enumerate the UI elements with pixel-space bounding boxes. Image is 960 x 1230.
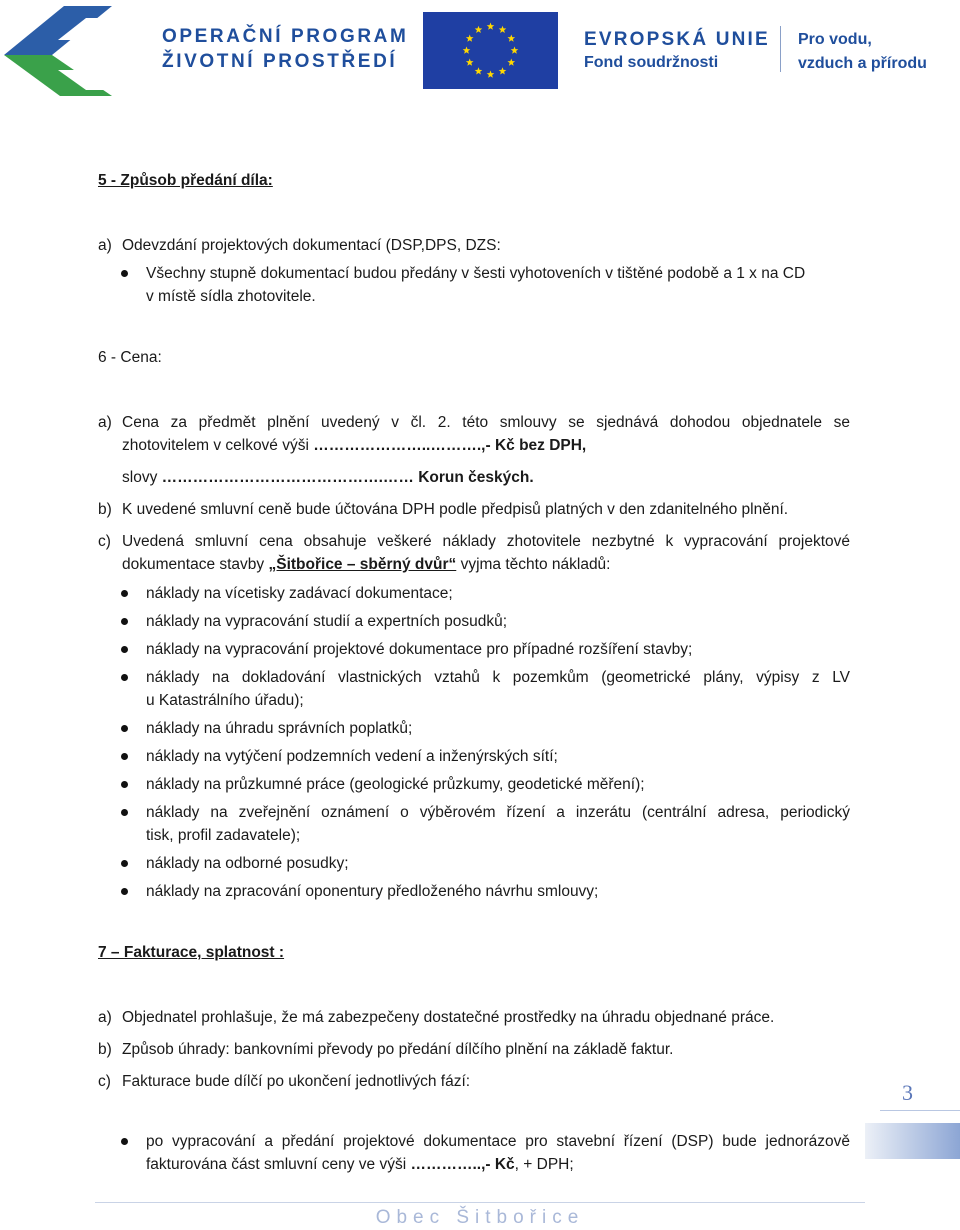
eu-block xyxy=(584,28,770,74)
section-5-a-text: Odevzdání projektových dokumentací (DSP,DPS, DZS: xyxy=(122,237,501,254)
section-6-c-line2 xyxy=(122,554,611,576)
invoice-label: fakturována část smluvní ceny ve výši xyxy=(146,1156,411,1173)
cost-item: náklady na vícetisky zadávací dokumentace; xyxy=(146,585,453,602)
bullet-icon xyxy=(121,888,128,895)
bullet-icon xyxy=(121,860,128,867)
item-marker: c) xyxy=(98,533,111,550)
program-line1: OPERAČNÍ PROGRAM xyxy=(162,26,409,47)
section-7-bullet-line1: po vypracování a předání projektové dokumentace pro stavební řízení (DSP) bude jednorázově xyxy=(146,1133,850,1150)
program-name xyxy=(162,24,408,74)
section-6-b-text: K uvedené smluvní ceně bude účtována DPH podle předpisů platných v den zdanitelného plnění. xyxy=(122,501,789,518)
price-value: …………………..……….,- Kč bez DPH, xyxy=(313,437,587,454)
cost-item: náklady na zpracování oponentury předloženého návrhu smlouvy; xyxy=(146,883,599,900)
bullet-icon xyxy=(121,753,128,760)
section-5-bullet-line1: Všechny stupně dokumentací budou předány v šesti vyhotoveních v tištěné podobě a 1 x na CD xyxy=(146,265,806,282)
bullet-icon xyxy=(121,674,128,681)
cost-item: náklady na zveřejnění oznámení o výběrovém řízení a inzerátu (centrální adresa, periodický xyxy=(146,804,850,821)
cost-item: náklady na dokladování vlastnických vztahů k pozemkům (geometrické plány, výpisy z LV xyxy=(146,669,850,686)
cost-item-continued: tisk, profil zadavatele); xyxy=(146,827,301,844)
cost-item: náklady na odborné posudky; xyxy=(146,855,349,872)
item-marker: a) xyxy=(98,1009,112,1026)
eu-flag-icon xyxy=(423,12,558,89)
invoice-suffix: , + DPH; xyxy=(514,1156,574,1173)
bullet-icon xyxy=(121,646,128,653)
invoice-value: …………..,- Kč xyxy=(410,1156,515,1173)
section-6-c-line1: Uvedená smluvní cena obsahuje veškeré náklady zhotovitele nezbytné k vypracování projektové xyxy=(122,533,850,550)
item-marker: a) xyxy=(98,237,112,254)
item-marker: c) xyxy=(98,1073,111,1090)
opzp-logo xyxy=(0,0,140,98)
price-words-label: slovy xyxy=(122,469,162,486)
section-6-a-line3 xyxy=(122,467,534,489)
item-marker: b) xyxy=(98,501,112,518)
section-7-c-text: Fakturace bude dílčí po ukončení jednotlivých fází: xyxy=(122,1073,471,1090)
section-7-b-text: Způsob úhrady: bankovními převody po předání dílčího plnění na základě faktur. xyxy=(122,1041,674,1058)
item-marker: b) xyxy=(98,1041,112,1058)
eu-title: EVROPSKÁ UNIE xyxy=(584,29,770,50)
construction-suffix: vyjma těchto nákladů: xyxy=(456,556,611,573)
bullet-icon xyxy=(121,590,128,597)
cost-item: náklady na vypracování studií a expertních posudků; xyxy=(146,613,508,630)
cost-item-continued: u Katastrálního úřadu); xyxy=(146,692,304,709)
section-7-heading: 7 – Fakturace, splatnost : xyxy=(98,944,285,961)
section-6-a-line1: Cena za předmět plnění uvedený v čl. 2. této smlouvy se sjednává dohodou objednatele se xyxy=(122,414,850,431)
header-divider xyxy=(780,26,781,72)
section-5-bullet-line2: v místě sídla zhotovitele. xyxy=(146,288,316,305)
page-header xyxy=(0,0,960,100)
corner-decoration xyxy=(865,1123,960,1159)
bullet-icon xyxy=(121,781,128,788)
bullet-icon xyxy=(121,725,128,732)
section-7-a-text: Objednatel prohlašuje, že má zabezpečeny dostatečné prostředky na úhradu objednané práce. xyxy=(122,1009,775,1026)
cost-item: náklady na vytýčení podzemních vedení a inženýrských sítí; xyxy=(146,748,558,765)
slogan-line2: vzduch a přírodu xyxy=(798,55,927,72)
bullet-icon xyxy=(121,270,128,277)
bullet-icon xyxy=(121,618,128,625)
footer-rule xyxy=(95,1202,865,1203)
price-label: zhotovitelem v celkové výši xyxy=(122,437,314,454)
section-5-heading: 5 - Způsob předání díla: xyxy=(98,172,273,189)
program-line2: ŽIVOTNÍ PROSTŘEDÍ xyxy=(162,51,398,72)
eu-fund: Fond soudržnosti xyxy=(584,54,719,71)
section-6-heading: 6 - Cena: xyxy=(98,349,162,366)
page-number: 3 xyxy=(902,1080,913,1105)
slogan xyxy=(798,28,927,76)
slogan-line1: Pro vodu, xyxy=(798,31,872,48)
construction-label: dokumentace stavby xyxy=(122,556,269,573)
corner-decoration-line xyxy=(880,1110,960,1111)
price-words-value: …………………………………….…… Korun českých. xyxy=(161,469,534,486)
construction-name: „Šitbořice – sběrný dvůr“ xyxy=(268,556,457,573)
bullet-icon xyxy=(121,1138,128,1145)
section-6-a-line2 xyxy=(122,435,586,457)
cost-item: náklady na úhradu správních poplatků; xyxy=(146,720,413,737)
footer-text: Obec Šitbořice xyxy=(375,1207,585,1228)
cost-item: náklady na průzkumné práce (geologické průzkumy, geodetické měření); xyxy=(146,776,645,793)
cost-item: náklady na vypracování projektové dokumentace pro případné rozšíření stavby; xyxy=(146,641,693,658)
bullet-icon xyxy=(121,809,128,816)
section-7-bullet-line2 xyxy=(146,1154,574,1176)
item-marker: a) xyxy=(98,414,112,431)
